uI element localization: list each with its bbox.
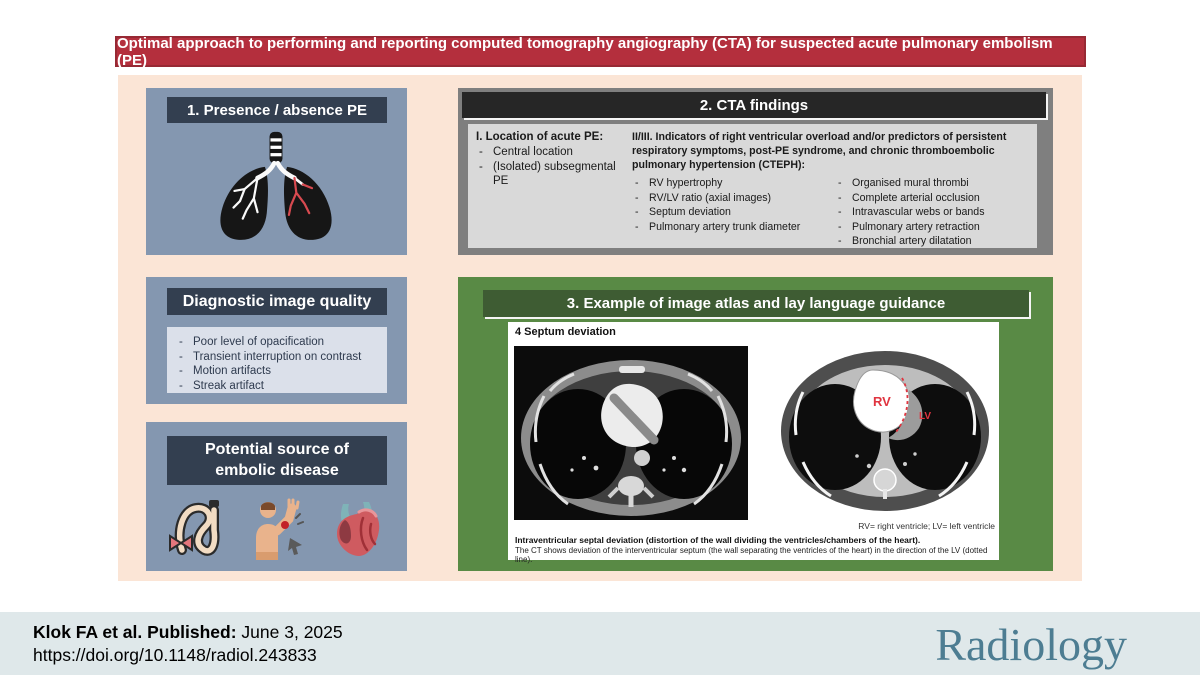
radiology-logo: Radiology [935,619,1127,670]
cta-indicator-item: - Pulmonary artery trunk diameter [632,220,835,235]
panel1-header: 1. Presence / absence PE [167,97,387,123]
cta-indicators-lists [632,176,1029,249]
citation-date: June 3, 2025 [236,622,343,642]
cta-indicator-item: - Intravascular webs or bands [835,205,1029,220]
panel-cta-findings [458,88,1053,255]
quality-item: - Poor level of opacification [177,335,381,350]
panel-presence-absence [146,88,407,255]
content-area [118,75,1082,581]
atlas-header: 3. Example of image atlas and lay language guidance [483,290,1029,317]
cta-location-heading: I. Location of acute PE: [476,131,604,143]
quality-header: Diagnostic image quality [167,288,387,315]
atlas-caption-text: The CT shows deviation of the interventricular septum (the wall separating the ventricles of the heart) in the direction of the LV (dotted line). [515,546,988,564]
footer [0,612,1200,675]
title-banner [115,36,1086,67]
lv-label: LV [919,411,932,422]
panel-image-atlas [458,277,1053,571]
lungs-illustration [186,130,366,250]
quality-item: - Transient interruption on contrast [177,350,381,365]
cta-indicator-item: - Organised mural thrombi [835,176,1029,191]
source-icons-row [156,494,397,564]
cta-indicator-item: - RV hypertrophy [632,176,835,191]
rv-label: RV [873,394,891,409]
cta-indicator-item: - Complete arterial occlusion [835,191,1029,206]
cta-indicator-item: - Bronchial artery dilatation [835,234,1029,249]
abbreviation-note: RV= right ventricle; LV= left ventricle [858,521,995,531]
cta-indicators-list-1 [632,176,835,249]
cta-indicator-item: - RV/LV ratio (axial images) [632,191,835,206]
citation-authors: Klok FA et al. Published: [33,622,237,642]
citation [33,621,343,667]
ct-scan-image [514,346,748,520]
atlas-caption-title: Intraventricular septal deviation (distortion of the wall dividing the ventricles/chambers of the heart). [515,535,921,545]
injection-arm-icon [248,498,304,560]
cta-location-item: - Central location [476,145,632,160]
cta-location-column [476,131,632,241]
cta-indicators-heading: II/III. Indicators of right ventricular overload and/or predictors of persistent respiratory symptoms, post-PE syndrome, and chronic thromboembolic pulmonary hypertension (CTEPH): [632,131,1007,171]
cta-indicator-item: - Septum deviation [632,205,835,220]
atlas-figure-label: 4 Septum deviation [515,326,616,338]
cta-indicators-list-2 [835,176,1029,249]
atlas-figure-panel [508,322,999,564]
cta-content [468,124,1037,248]
heart-icon [329,498,385,560]
ct-illustration-annotated [773,338,997,520]
panel-image-quality [146,277,407,404]
cta-indicators-column [632,131,1029,248]
citation-line [33,621,343,644]
lungs-embolism-icon [186,130,366,250]
quality-list [167,327,387,393]
catheter-icon [168,498,224,560]
cta-location-list [476,145,632,189]
source-header: Potential source of embolic disease [167,436,387,485]
doi-link[interactable]: https://doi.org/10.1148/radiol.243833 [33,645,317,665]
cta-location-item: - (Isolated) subsegmental PE [476,160,632,189]
quality-item: - Streak artifact [177,379,381,394]
quality-item: - Motion artifacts [177,364,381,379]
cta-indicator-item: - Pulmonary artery retraction [835,220,1029,235]
banner-title: Optimal approach to performing and reporting computed tomography angiography (CTA) for suspected acute pulmonary embolism (PE) [117,34,1053,69]
panel-embolic-source [146,422,407,571]
cta-header: 2. CTA findings [462,92,1046,118]
